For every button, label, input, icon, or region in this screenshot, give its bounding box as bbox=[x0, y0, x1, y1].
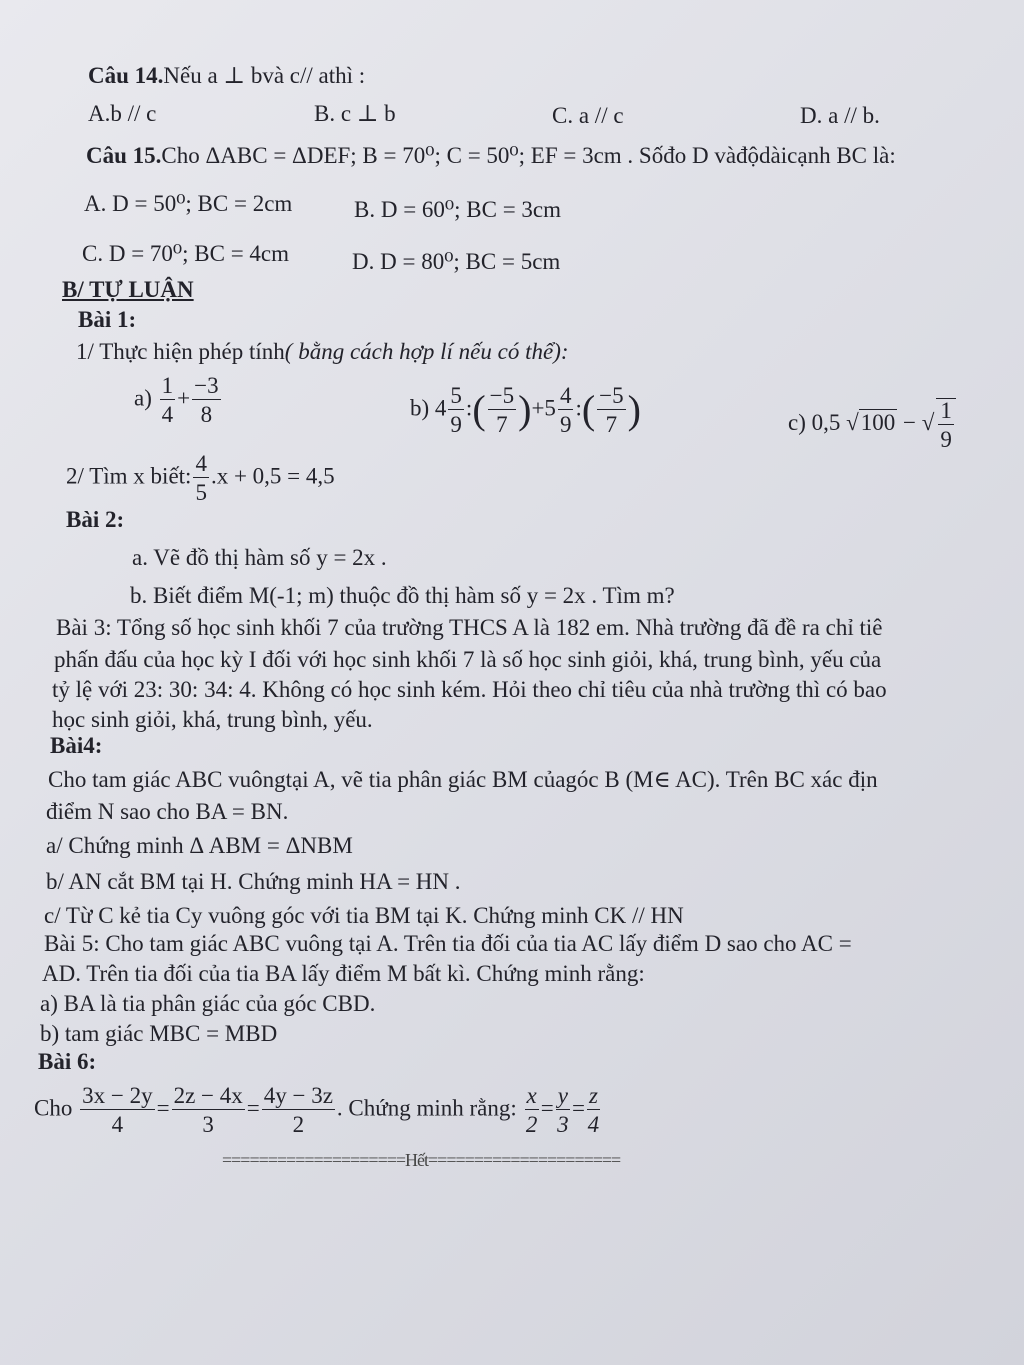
bai4-b: b/ AN cắt BM tại H. Chứng minh HA = HN . bbox=[46, 869, 461, 894]
bai5-line2: AD. Trên tia đối của tia BA lấy điểm M bất kì. Chứng minh rằng: bbox=[42, 961, 645, 986]
fraction-numerator: 4y − 3z bbox=[263, 1083, 333, 1108]
bai4-c: c/ Từ C kẻ tia Cy vuông góc với tia BM tại K. Chứng minh CK // HN bbox=[44, 903, 684, 928]
bai3-line1 bbox=[56, 614, 882, 642]
fraction: $\frac{1}{9}$ bbox=[936, 398, 956, 451]
bai1-expr-c: c) 0,5 √100 − √ $\frac{1}{9}$ bbox=[788, 398, 958, 451]
fraction bbox=[172, 1084, 245, 1136]
fraction: $\frac{-5}{7}$ bbox=[489, 383, 515, 437]
q14-line bbox=[88, 62, 365, 90]
bai1-part2-label: 2/ Tìm x biết: bbox=[66, 463, 192, 489]
bai4-title: Bài4: bbox=[50, 733, 103, 758]
expr-b-label: b) 4 bbox=[410, 395, 447, 421]
section-title: B/ TỰ LUẬN bbox=[62, 277, 194, 302]
q14-title: Câu 14. bbox=[88, 63, 164, 88]
fraction-numerator: x bbox=[526, 1083, 537, 1108]
q15-option-b: B. D = 60⁰; BC = 3cm bbox=[354, 197, 562, 222]
q15-title: Câu 15. bbox=[86, 143, 162, 168]
end-marker: ====================Hết===================== bbox=[222, 1150, 621, 1170]
q14-stem: Nếu a ⊥ bvà c// athì : bbox=[163, 63, 366, 88]
fraction bbox=[525, 1084, 539, 1136]
bai1-part2 bbox=[66, 452, 335, 504]
bai4-a: a/ Chứng minh Δ ABM = ΔNBM bbox=[46, 833, 353, 858]
bai1-part1-note: ( bằng cách hợp lí nếu có thể): bbox=[284, 339, 569, 364]
bai1-title: Bài 1: bbox=[78, 307, 137, 332]
bai2-title: Bài 2: bbox=[66, 507, 125, 532]
q14-option-a: A.b // c bbox=[88, 101, 157, 126]
bai5-b: b) tam giác MBC = MBD bbox=[40, 1021, 278, 1046]
fraction: $\frac{4}{5}$ bbox=[195, 451, 207, 505]
fraction: $\frac{5}{9}$ bbox=[450, 383, 462, 437]
fraction-denominator: 2 bbox=[292, 1112, 305, 1137]
bai4-line1: Cho tam giác ABC vuôngtại A, vẽ tia phân giác BM củagóc B (M∈ AC). Trên BC xác địn bbox=[48, 767, 878, 792]
fraction bbox=[587, 1084, 600, 1136]
fraction-numerator: y bbox=[557, 1083, 568, 1108]
fraction-denominator: 4 bbox=[111, 1112, 124, 1137]
bai5-line1: Bài 5: Cho tam giác ABC vuông tại A. Trên tia đối của tia AC lấy điểm D sao cho AC = bbox=[44, 931, 852, 956]
fraction: $\frac{-3}{8}$ bbox=[194, 373, 219, 427]
fraction: $\frac{1}{4}$ bbox=[161, 373, 174, 427]
fraction bbox=[262, 1084, 335, 1136]
bai1-part1-text: 1/ Thực hiện phép tính bbox=[76, 339, 285, 364]
fraction-denominator: 3 bbox=[557, 1112, 569, 1137]
bai6-mid: . Chứng minh rằng: bbox=[336, 1095, 517, 1121]
bai1-part2-tail: .x + 0,5 = 4,5 bbox=[210, 463, 335, 489]
fraction-denominator: 4 bbox=[587, 1112, 600, 1137]
fraction-numerator: 2z − 4x bbox=[173, 1083, 243, 1108]
bai4-line2: điểm N sao cho BA = BN. bbox=[46, 799, 289, 824]
fraction-numerator: z bbox=[588, 1083, 598, 1108]
fraction bbox=[80, 1084, 154, 1136]
bai3-line2: phấn đấu của học kỳ I đối với học sinh khối 7 là số học sinh giỏi, khá, trung bình, yếu của bbox=[54, 647, 882, 672]
bai1-expr-a: a) $\frac{1}{4}$ + $\frac{-3}{8}$ bbox=[134, 373, 219, 427]
bai5-a: a) BA là tia phân giác của góc CBD. bbox=[40, 991, 376, 1016]
bai6-cho: Cho bbox=[34, 1095, 73, 1121]
q15-stem: Cho ΔABC = ΔDEF; B = 70⁰; C = 50⁰; EF = 3cm . Sốđo D vàđộdàicạnh BC là: bbox=[161, 143, 896, 168]
bai6-statement: Cho $\frac{3x - 2y}{4}$ = $\frac{2z - 4x}{3}$ = $\frac{4y - 3z}{2}$ . Chứng minh rằng: $\frac{x}{2}$ = $\frac{y}{3}$ = $\frac{z}{4}$ bbox=[34, 1083, 600, 1137]
fraction bbox=[556, 1084, 570, 1136]
bai2-a: a. Vẽ đồ thị hàm số y = 2x . bbox=[132, 545, 387, 570]
expr-c-label: c) 0,5 bbox=[788, 409, 841, 435]
bai3-line4: học sinh giỏi, khá, trung bình, yếu. bbox=[52, 707, 373, 732]
fraction: $\frac{4}{9}$ bbox=[559, 383, 572, 437]
fraction: $\frac{-5}{7}$ bbox=[599, 383, 624, 437]
fraction-denominator: 3 bbox=[202, 1112, 214, 1137]
q15-option-c: C. D = 70⁰; BC = 4cm bbox=[82, 241, 290, 266]
bai1-expr-b: b) 4 $\frac{5}{9}$ :( $\frac{-5}{7}$ )+5 $\frac{4}{9}$ :( $\frac{-5}{7}$ ) bbox=[410, 383, 641, 437]
bai6-title: Bài 6: bbox=[38, 1049, 97, 1074]
expr-a-label: a) bbox=[134, 385, 152, 411]
fraction-denominator: 2 bbox=[525, 1112, 538, 1137]
q15-option-a: A. D = 50⁰; BC = 2cm bbox=[84, 191, 293, 216]
bai2-b: b. Biết điểm M(-1; m) thuộc đồ thị hàm số y = 2x . Tìm m? bbox=[130, 583, 675, 608]
q14-option-b: B. c ⊥ b bbox=[314, 101, 396, 126]
bai1-part1 bbox=[76, 338, 569, 366]
bai3-line3: tỷ lệ với 23: 30: 34: 4. Không có học sinh kém. Hỏi theo chỉ tiêu của nhà trường thì có bao bbox=[52, 677, 887, 702]
q14-option-c: C. a // c bbox=[552, 103, 624, 128]
bai3-line1-text: Bài 3: Tổng số học sinh khối 7 của trường THCS A là 182 em. Nhà trường đã đề ra chỉ tiê bbox=[56, 615, 883, 640]
q15-option-d: D. D = 80⁰; BC = 5cm bbox=[352, 249, 561, 274]
fraction-numerator: 3x − 2y bbox=[82, 1083, 153, 1108]
q15-line bbox=[86, 142, 896, 170]
q14-option-d: D. a // b. bbox=[800, 103, 880, 128]
